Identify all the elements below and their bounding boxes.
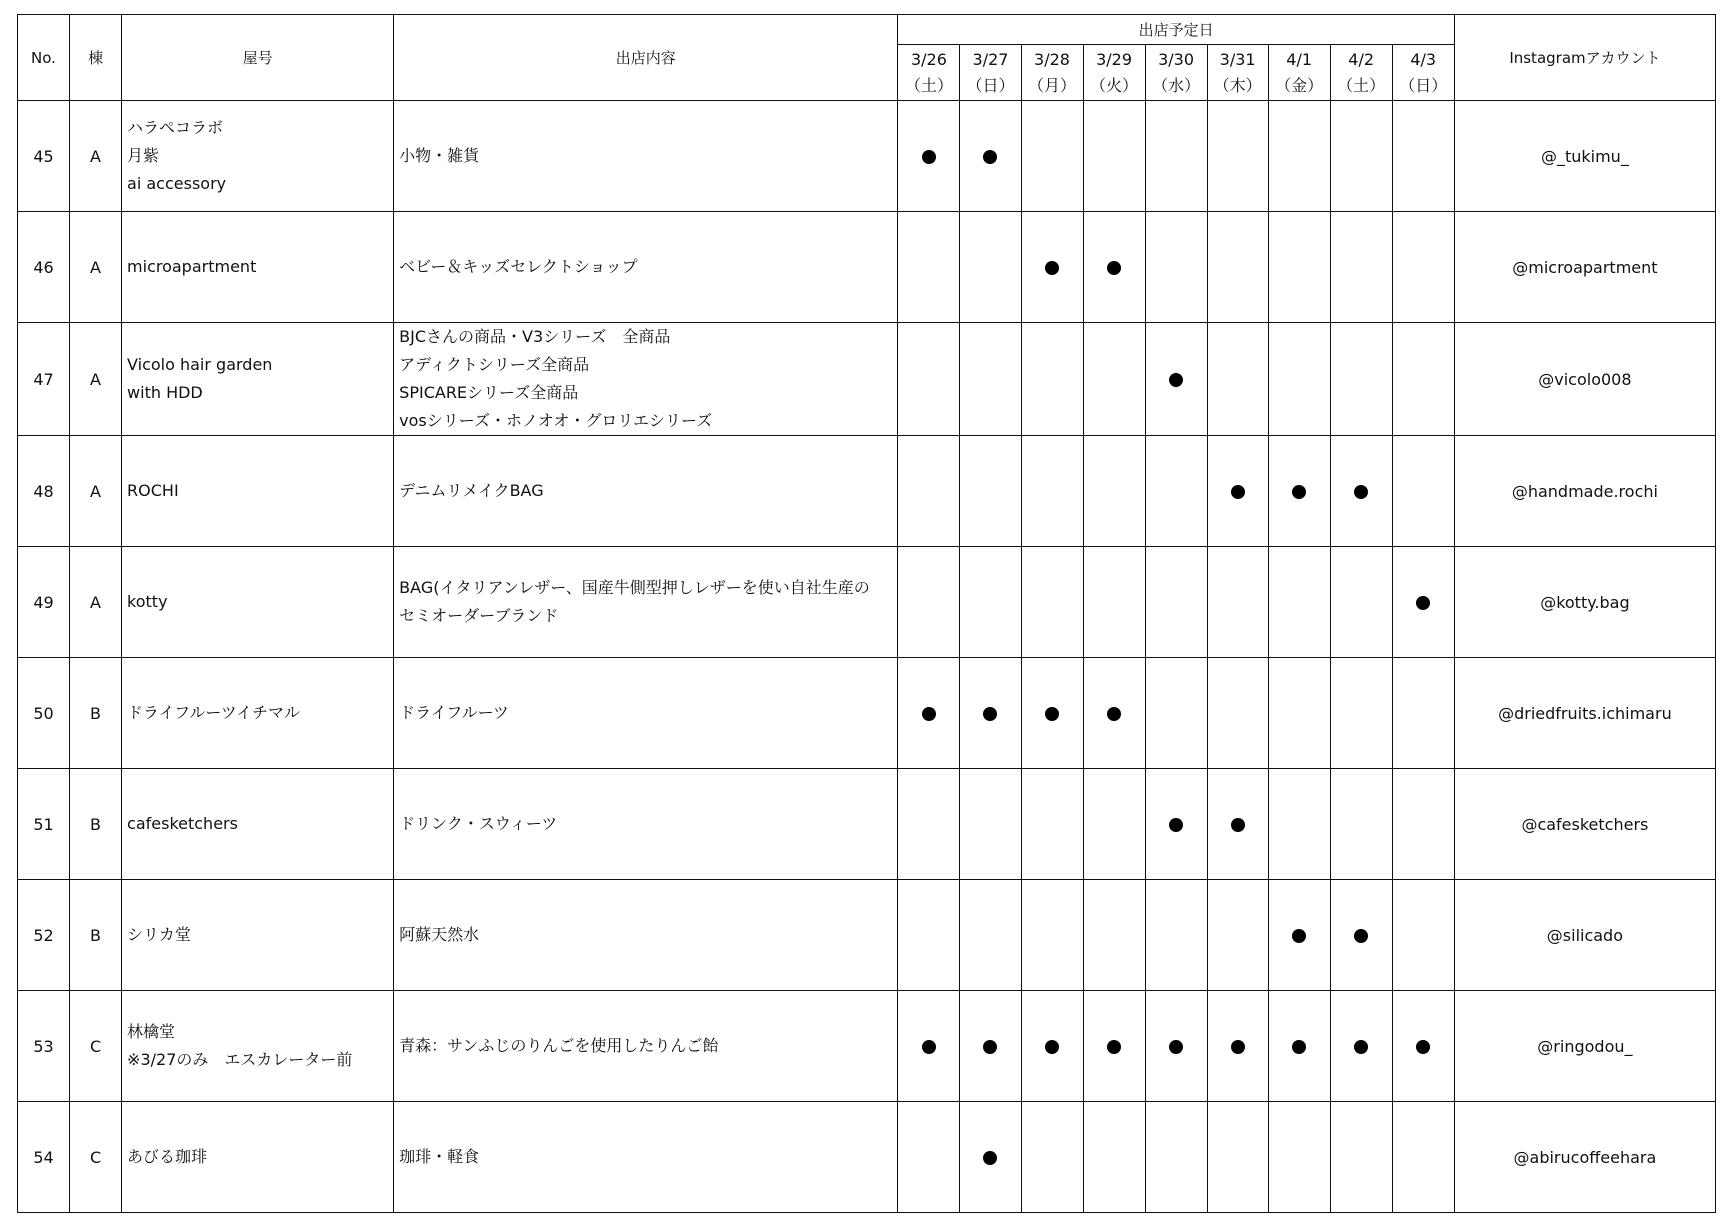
building-cell: A: [70, 101, 122, 212]
table-row: [18, 658, 1716, 769]
row-number: 51: [18, 769, 70, 880]
row-number: 53: [18, 991, 70, 1102]
date-cell: [960, 991, 1021, 1102]
row-number: 54: [18, 1102, 70, 1213]
header-date-label: 4/2: [1348, 49, 1375, 69]
date-cell: [960, 880, 1021, 991]
scheduled-mark: [1169, 818, 1183, 832]
date-cell: [898, 212, 960, 323]
date-cell: [1268, 880, 1330, 991]
date-cell: [1207, 991, 1268, 1102]
date-cell: [1083, 212, 1145, 323]
shop-name-line: with HDD: [127, 383, 203, 402]
instagram-cell: @_tukimu_: [1454, 101, 1715, 212]
date-cell: [1392, 991, 1454, 1102]
shop-name-line: ※3/27のみ エスカレーター前: [127, 1050, 353, 1069]
shop-name-line: 林檎堂: [127, 1022, 176, 1041]
header-date: [1330, 45, 1392, 101]
date-cell: [960, 547, 1021, 658]
content-line: デニムリメイクBAG: [399, 481, 544, 500]
date-cell: [1392, 880, 1454, 991]
instagram-cell: @kotty.bag: [1454, 547, 1715, 658]
shop-name-line: シリカ堂: [127, 925, 191, 944]
scheduled-mark: [1231, 485, 1245, 499]
date-cell: [1021, 1102, 1083, 1213]
header-date-label: 3/31: [1219, 49, 1256, 69]
date-cell: [1145, 1102, 1207, 1213]
date-cell: [1083, 880, 1145, 991]
shop-name-line: 月紫: [127, 146, 160, 165]
table-row: [18, 101, 1716, 212]
row-number: 46: [18, 212, 70, 323]
date-cell: [1145, 436, 1207, 547]
building-cell: C: [70, 991, 122, 1102]
header-date: [1207, 45, 1268, 101]
date-cell: [1392, 436, 1454, 547]
date-cell: [898, 658, 960, 769]
scheduled-mark: [1292, 1040, 1306, 1054]
date-cell: [1268, 1102, 1330, 1213]
header-weekday-label: （月）: [1028, 75, 1077, 95]
scheduled-mark: [922, 707, 936, 721]
building-cell: B: [70, 769, 122, 880]
date-cell: [1268, 991, 1330, 1102]
building-cell: A: [70, 436, 122, 547]
shop-name-cell: [122, 323, 394, 436]
scheduled-mark: [1416, 1040, 1430, 1054]
date-cell: [1392, 323, 1454, 436]
date-cell: [1392, 769, 1454, 880]
scheduled-mark: [1354, 1040, 1368, 1054]
scheduled-mark: [922, 150, 936, 164]
date-cell: [1083, 323, 1145, 436]
date-cell: [1207, 1102, 1268, 1213]
instagram-cell: @vicolo008: [1454, 323, 1715, 436]
date-cell: [1021, 436, 1083, 547]
date-cell: [1083, 1102, 1145, 1213]
instagram-cell: @cafesketchers: [1454, 769, 1715, 880]
row-number: 50: [18, 658, 70, 769]
header-instagram: Instagramアカウント: [1454, 15, 1715, 101]
content-cell: [394, 547, 898, 658]
content-cell: [394, 212, 898, 323]
table-row: [18, 991, 1716, 1102]
scheduled-mark: [1045, 1040, 1059, 1054]
scheduled-mark: [1107, 261, 1121, 275]
shop-name-cell: [122, 436, 394, 547]
scheduled-mark: [983, 150, 997, 164]
row-number: 47: [18, 323, 70, 436]
date-cell: [1207, 880, 1268, 991]
table-row: [18, 1102, 1716, 1213]
row-number: 45: [18, 101, 70, 212]
date-cell: [1207, 547, 1268, 658]
date-cell: [1207, 769, 1268, 880]
schedule-table: [17, 14, 1716, 1213]
date-cell: [1330, 769, 1392, 880]
building-cell: A: [70, 323, 122, 436]
header-date: [960, 45, 1021, 101]
date-cell: [898, 436, 960, 547]
scheduled-mark: [1107, 707, 1121, 721]
date-cell: [1145, 101, 1207, 212]
shop-name-cell: [122, 880, 394, 991]
date-cell: [960, 323, 1021, 436]
date-cell: [1145, 880, 1207, 991]
date-cell: [1145, 323, 1207, 436]
date-cell: [1330, 880, 1392, 991]
date-cell: [898, 991, 960, 1102]
building-cell: A: [70, 547, 122, 658]
date-cell: [1083, 547, 1145, 658]
instagram-cell: @microapartment: [1454, 212, 1715, 323]
shop-name-cell: [122, 101, 394, 212]
date-cell: [1083, 436, 1145, 547]
content-line: ベビー＆キッズセレクトショップ: [399, 257, 638, 276]
header-shop-name: 屋号: [122, 15, 394, 101]
date-cell: [1207, 658, 1268, 769]
row-number: 49: [18, 547, 70, 658]
scheduled-mark: [1416, 596, 1430, 610]
date-cell: [1330, 436, 1392, 547]
instagram-cell: @abirucoffeehara: [1454, 1102, 1715, 1213]
table-row: [18, 547, 1716, 658]
date-cell: [898, 323, 960, 436]
shop-name-cell: [122, 212, 394, 323]
row-number: 52: [18, 880, 70, 991]
date-cell: [960, 658, 1021, 769]
shop-name-line: ドライフルーツイチマル: [127, 703, 300, 722]
scheduled-mark: [1354, 929, 1368, 943]
building-cell: A: [70, 212, 122, 323]
table-header: [18, 15, 1716, 101]
date-cell: [1021, 769, 1083, 880]
header-date-label: 3/29: [1096, 49, 1133, 69]
scheduled-mark: [983, 1151, 997, 1165]
date-cell: [1083, 658, 1145, 769]
shop-name-cell: [122, 769, 394, 880]
date-cell: [1021, 212, 1083, 323]
shop-name-line: cafesketchers: [127, 814, 238, 833]
date-cell: [1083, 101, 1145, 212]
header-date-label: 3/30: [1158, 49, 1195, 69]
instagram-cell: @silicado: [1454, 880, 1715, 991]
header-weekday-label: （土）: [1337, 75, 1386, 95]
content-cell: [394, 1102, 898, 1213]
header-weekday-label: （木）: [1213, 75, 1262, 95]
scheduled-mark: [1292, 929, 1306, 943]
date-cell: [1392, 101, 1454, 212]
header-building: 棟: [70, 15, 122, 101]
scheduled-mark: [1231, 818, 1245, 832]
header-date: [1083, 45, 1145, 101]
header-date: [1268, 45, 1330, 101]
content-line: セミオーダーブランド: [399, 606, 559, 625]
header-weekday-label: （水）: [1152, 75, 1201, 95]
header-date: [1021, 45, 1083, 101]
instagram-cell: @driedfruits.ichimaru: [1454, 658, 1715, 769]
content-line: 珈琲・軽食: [399, 1147, 480, 1166]
date-cell: [898, 769, 960, 880]
content-line: アディクトシリーズ全商品: [399, 355, 590, 374]
table-row: [18, 323, 1716, 436]
shop-name-cell: [122, 991, 394, 1102]
scheduled-mark: [1292, 485, 1306, 499]
scheduled-mark: [1169, 373, 1183, 387]
scheduled-mark: [983, 707, 997, 721]
table-row: [18, 212, 1716, 323]
content-cell: [394, 769, 898, 880]
date-cell: [1145, 547, 1207, 658]
date-cell: [1021, 880, 1083, 991]
shop-name-line: あびる珈琲: [127, 1147, 208, 1166]
date-cell: [1021, 658, 1083, 769]
date-cell: [1207, 436, 1268, 547]
instagram-cell: @ringodou_: [1454, 991, 1715, 1102]
date-cell: [1392, 1102, 1454, 1213]
date-cell: [1392, 658, 1454, 769]
shop-name-cell: [122, 1102, 394, 1213]
content-line: 阿蘇天然水: [399, 925, 480, 944]
date-cell: [1330, 991, 1392, 1102]
content-line: 小物・雑貨: [399, 146, 480, 165]
shop-name-cell: [122, 547, 394, 658]
shop-name-cell: [122, 658, 394, 769]
date-cell: [960, 1102, 1021, 1213]
shop-name-line: ハラペコラボ: [127, 118, 224, 137]
header-date: [1145, 45, 1207, 101]
header-weekday-label: （日）: [966, 75, 1015, 95]
header-date-label: 4/3: [1410, 49, 1437, 69]
content-cell: [394, 323, 898, 436]
building-cell: B: [70, 880, 122, 991]
header-content: 出店内容: [394, 15, 898, 101]
date-cell: [960, 212, 1021, 323]
instagram-cell: @handmade.rochi: [1454, 436, 1715, 547]
shop-name-line: kotty: [127, 592, 168, 611]
date-cell: [1021, 991, 1083, 1102]
date-cell: [1268, 101, 1330, 212]
shop-name-line: Vicolo hair garden: [127, 355, 273, 374]
content-line: SPICAREシリーズ全商品: [399, 383, 579, 402]
date-cell: [1021, 101, 1083, 212]
table-row: [18, 436, 1716, 547]
date-cell: [1268, 769, 1330, 880]
date-cell: [1021, 547, 1083, 658]
date-cell: [1330, 212, 1392, 323]
scheduled-mark: [1354, 485, 1368, 499]
date-cell: [1392, 547, 1454, 658]
date-cell: [1083, 769, 1145, 880]
date-cell: [1268, 658, 1330, 769]
date-cell: [1145, 212, 1207, 323]
shop-name-line: ai accessory: [127, 174, 227, 193]
scheduled-mark: [1107, 1040, 1121, 1054]
date-cell: [898, 1102, 960, 1213]
date-cell: [1392, 212, 1454, 323]
header-date-label: 4/1: [1286, 49, 1313, 69]
row-number: 48: [18, 436, 70, 547]
date-cell: [1330, 547, 1392, 658]
scheduled-mark: [983, 1040, 997, 1054]
date-cell: [1330, 101, 1392, 212]
content-line: 青森：サンふじのりんごを使用したりんご飴: [399, 1036, 719, 1055]
header-weekday-label: （日）: [1399, 75, 1448, 95]
building-cell: B: [70, 658, 122, 769]
date-cell: [1207, 212, 1268, 323]
date-cell: [898, 880, 960, 991]
content-line: ドリンク・スウィーツ: [399, 814, 558, 833]
scheduled-mark: [1045, 261, 1059, 275]
header-date: [898, 45, 960, 101]
table-body: [18, 101, 1716, 1213]
date-cell: [1330, 1102, 1392, 1213]
header-date: [1392, 45, 1454, 101]
header-dates-group: 出店予定日: [898, 15, 1454, 45]
date-cell: [1268, 436, 1330, 547]
date-cell: [1207, 323, 1268, 436]
date-cell: [898, 547, 960, 658]
scheduled-mark: [922, 1040, 936, 1054]
date-cell: [1268, 212, 1330, 323]
content-cell: [394, 101, 898, 212]
content-cell: [394, 658, 898, 769]
date-cell: [1268, 323, 1330, 436]
header-date-label: 3/27: [972, 49, 1009, 69]
header-date-label: 3/26: [910, 49, 947, 69]
shop-name-line: ROCHI: [127, 481, 179, 500]
date-cell: [1145, 769, 1207, 880]
building-cell: C: [70, 1102, 122, 1213]
date-cell: [1207, 101, 1268, 212]
header-weekday-label: （土）: [904, 75, 953, 95]
scheduled-mark: [1231, 1040, 1245, 1054]
content-line: ドライフルーツ: [399, 703, 509, 722]
date-cell: [960, 436, 1021, 547]
table-row: [18, 769, 1716, 880]
date-cell: [1330, 323, 1392, 436]
date-cell: [1083, 991, 1145, 1102]
content-line: vosシリーズ・ホノオオ・グロリエシリーズ: [399, 411, 713, 430]
table-row: [18, 880, 1716, 991]
header-date-label: 3/28: [1034, 49, 1070, 69]
scheduled-mark: [1045, 707, 1059, 721]
date-cell: [1145, 991, 1207, 1102]
date-cell: [960, 101, 1021, 212]
content-cell: [394, 880, 898, 991]
shop-name-line: microapartment: [127, 257, 257, 276]
date-cell: [1330, 658, 1392, 769]
date-cell: [1268, 547, 1330, 658]
date-cell: [898, 101, 960, 212]
date-cell: [1021, 323, 1083, 436]
date-cell: [1145, 658, 1207, 769]
header-no: No.: [18, 15, 70, 101]
header-weekday-label: （火）: [1090, 75, 1139, 95]
content-line: BJCさんの商品・V3シリーズ 全商品: [399, 327, 671, 346]
content-cell: [394, 436, 898, 547]
content-cell: [394, 991, 898, 1102]
date-cell: [960, 769, 1021, 880]
content-line: BAG(イタリアンレザー、国産牛側型押しレザーを使い自社生産の: [399, 578, 870, 597]
scheduled-mark: [1169, 1040, 1183, 1054]
header-weekday-label: （金）: [1275, 75, 1324, 95]
